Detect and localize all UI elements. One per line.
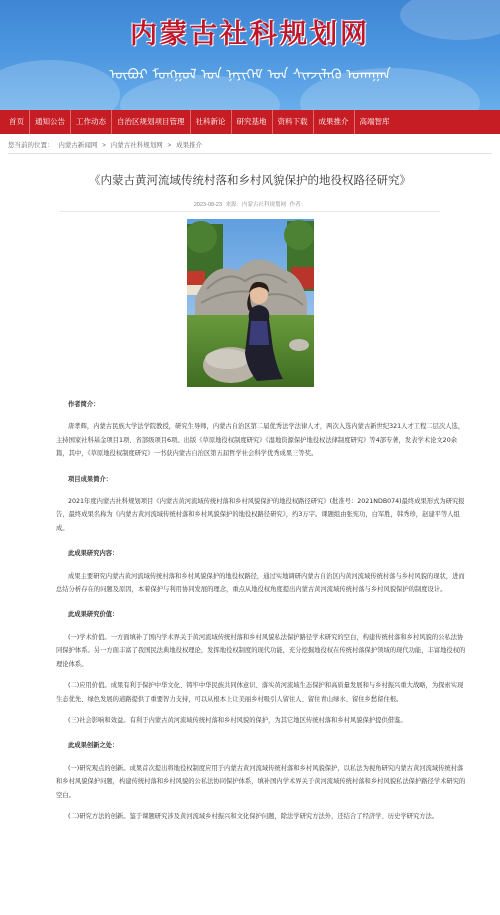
project-paragraph: 2021年度内蒙古社科规划项目《内蒙古黄河流域传统村落和乡村风貌保护的地役权路径研究》(批准号：2021NDB074)最终成果形式为研究报告，最终成果名称为《内蒙古黄河流域传统村落和乡村风貌保护的地役权路径研究》，约3万字。课题组由张宪功，白军胜，韩秀珍，赵建平等人组成。	[56, 498, 465, 532]
nav-item-project-management[interactable]: 自治区规划项目管理	[112, 110, 191, 134]
value-paragraph-3: (三)社会影响和效益。有利于内蒙古黄河流域传统村落和乡村风貌的保护，为其它地区传统村落和乡村风貌保护提供借鉴。	[68, 716, 407, 724]
nav-item-downloads[interactable]: 资料下载	[273, 110, 314, 134]
article-meta	[0, 200, 500, 208]
nav-item-home[interactable]: 首页	[4, 110, 30, 134]
nav-item-think-tank[interactable]: 高端智库	[359, 117, 390, 126]
author-paragraph: 唐孝辉，内蒙古民族大学法学院教授，研究生导师，内蒙古自治区第二届优秀法学法律人才，两次入选内蒙古新世纪321人才工程二层次人选，主持国家社科基金项目1项、省部级项目6项。出版《草原地役权制度研究》《湿地资源保护地役权法律制度研究》等4部专著，发表学术论文20余篇，其中，《草原地役权制度研究》一书获内蒙古自治区第五届哲学社会科学优秀成果三等奖。	[56, 423, 465, 458]
article-source: 来源：内蒙古社科规划网	[225, 202, 287, 208]
divider	[60, 211, 440, 212]
nav-item-research-base[interactable]: 研究基地	[232, 110, 273, 134]
value-heading: 此成果研究价值：	[68, 611, 119, 619]
breadcrumb-link-site[interactable]: 内蒙古社科规划网	[110, 142, 163, 149]
breadcrumb-separator: >	[102, 142, 106, 149]
breadcrumb-separator: >	[167, 142, 172, 149]
value-paragraph-2: (二)应用价值。成果有利于保护中华文化、铸牢中华民族共同体意识、落实黄河流域生态保护和高质量发展和与乡村振兴重大战略，为探索实现生态优先、绿色发展的道路提供了重要智力支持，可以从根本上让美丽乡村吸引人留住人、留住青山绿水、留住乡愁留住根。	[56, 682, 464, 703]
author-photo	[187, 219, 314, 387]
nav-item-notices[interactable]: 通知公告	[30, 110, 71, 134]
research-heading: 此成果研究内容：	[68, 550, 119, 558]
value-paragraph-1: (一)学术价值。一方面填补了国内学术界关于黄河流域传统村落和乡村风貌私法保护路径学术研究的空白，构建传统村落和乡村风貌的公私法协同保护体系。另一方面丰富了我国民法典地役权理论，发挥地役权制度的现代功能，充分挖掘地役权在传统村落保护领域的现代功能，丰富地役权的理论体系。	[56, 633, 466, 668]
site-subtitle-script: ᠦᠪᠦᠷ ᠮᠣᠩᠭᠣᠯ ᠤᠨ ᠨᠡᠶᠢᠭᠡᠮ ᠤᠨ ᠰᠢᠨᠵᠢᠯᠡᠬᠦ ᠤᠬᠠᠭᠠᠨ	[109, 67, 391, 83]
innovation-paragraph-1: (一)研究观点的创新。成果首次提出将地役权制度应用于内蒙古黄河流域传统村落和乡村风貌保护，以私法为视角研究内蒙古黄河流域传统村落和乡村风貌保护问题，构建传统村落和乡村风貌的公私法协同保护体系，填补国内学术界关于黄河流域传统村落和乡村风貌私法保护路径学术研究的空白。	[56, 764, 466, 799]
breadcrumb-link-news[interactable]: 内蒙古新闻网	[58, 142, 98, 149]
site-title[interactable]: 内蒙古社科规划网	[130, 19, 370, 50]
author-heading: 作者简介：	[68, 401, 100, 408]
breadcrumb-prefix: 您当前的位置：	[8, 142, 54, 149]
article-title: 《内蒙古黄河流域传统村落和乡村风貌保护的地役权路径研究》	[89, 173, 411, 187]
nav-item-work-news[interactable]: 工作动态	[71, 110, 112, 134]
article-date: 2023-08-23	[193, 202, 223, 208]
innovation-paragraph-2: (二)研究方法的创新。鉴于课题研究涉及黄河流域乡村振兴和文化保护问题，除法学研究方法外，还结合了经济学、历史学研究方法。	[68, 812, 439, 820]
article-body	[56, 394, 466, 823]
main-nav	[0, 110, 500, 134]
nav-item-achievements[interactable]: 成果推介	[314, 110, 355, 134]
breadcrumb	[8, 140, 205, 149]
research-paragraph: 成果主要研究内蒙古黄河流域传统村落和乡村风貌保护的地役权路径，通过实地调研内蒙古自治区内黄河流域传统村落与乡村风貌的现状，进而总结分析存在的问题及原因，本着保护与利用协同发展的理念，重点从地役权角度提出内蒙古黄河流域传统村落与乡村风貌保护的制度设计。	[56, 572, 465, 594]
nav-item-social-science[interactable]: 社科新论	[191, 110, 232, 134]
breadcrumb-link-achievements[interactable]: 成果推介	[176, 142, 203, 149]
divider	[8, 153, 492, 154]
site-banner	[0, 0, 500, 110]
project-heading: 项目成果简介：	[68, 475, 113, 483]
article-author: 作者：	[289, 202, 307, 208]
innovation-heading: 此成果创新之处：	[68, 742, 119, 750]
